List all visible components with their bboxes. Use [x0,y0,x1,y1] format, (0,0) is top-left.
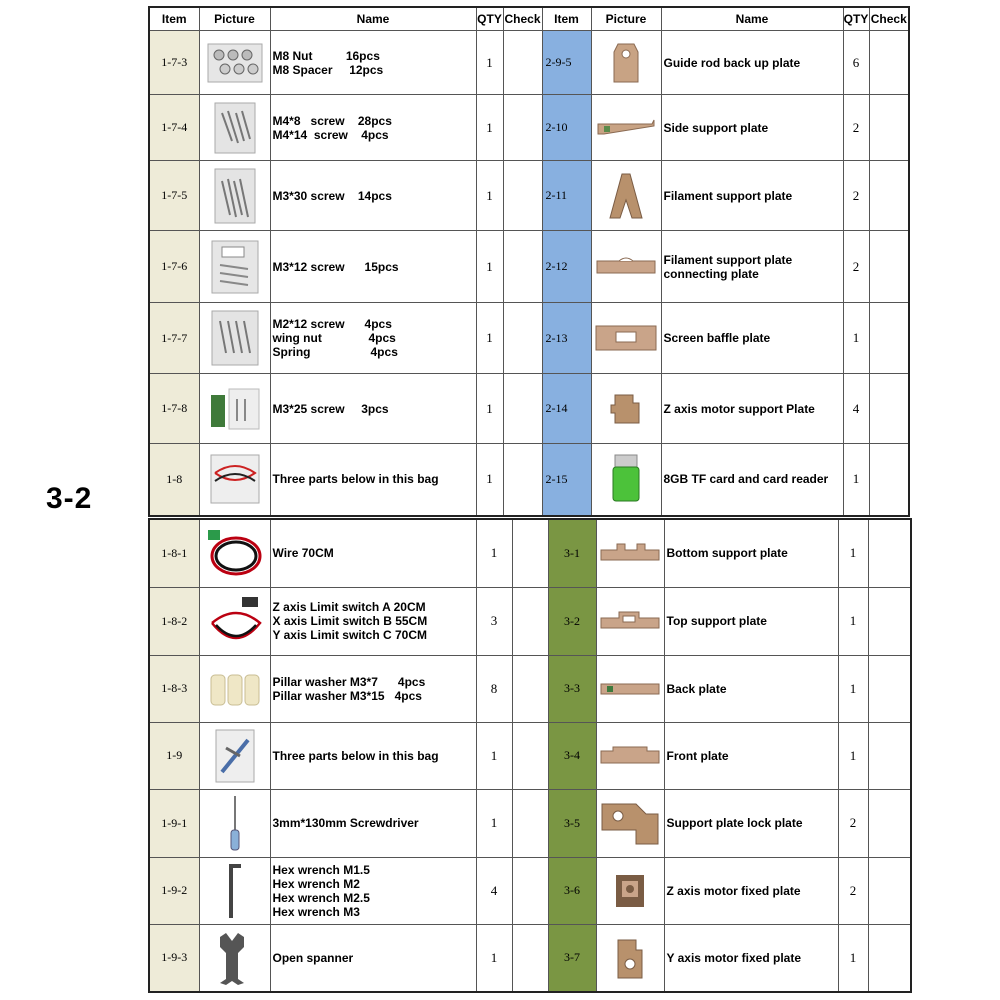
part-name-2: Side support plate [661,95,843,161]
tool-bag-icon [212,728,258,784]
item-number: 1-7-4 [149,95,199,161]
plate-picture [591,31,661,95]
side-support-plate-icon [596,118,656,138]
bottom-support-plate-icon [599,542,661,564]
part-name: M3*30 screw 14pcs [270,161,476,231]
check-cell-2[interactable] [868,857,911,924]
z-motor-support-plate-icon [609,389,643,429]
parts-bag-picture [199,303,270,374]
table-row [149,303,909,374]
pillar-washer-icon [207,669,263,709]
part-qty: 4 [476,857,512,924]
parts-picture [199,519,270,587]
table-row [149,519,911,587]
part-qty-2: 6 [843,31,869,95]
check-cell[interactable] [512,722,548,789]
part-qty-2: 4 [843,374,869,444]
screen-baffle-plate-icon [594,324,658,352]
table-row [149,444,909,516]
check-cell[interactable] [503,374,542,444]
wire-icon [204,526,266,580]
part-qty: 1 [476,303,503,374]
plate-picture [596,789,664,857]
header-qty-2: QTY [843,7,869,31]
plate-picture [596,722,664,789]
check-cell-2[interactable] [868,587,911,655]
plate-picture [591,95,661,161]
part-name: M3*25 screw 3pcs [270,374,476,444]
front-plate-icon [599,745,661,767]
part-qty-2: 2 [843,231,869,303]
y-motor-fixed-plate-icon [614,936,646,980]
table-row [149,924,911,992]
wire-bag-icon [207,453,263,505]
item-number: 1-8-1 [149,519,199,587]
part-name-2: Bottom support plate [664,519,838,587]
parts-bag-picture [199,95,270,161]
check-cell[interactable] [512,789,548,857]
screw-bag-icon [210,101,260,155]
plate-picture [596,587,664,655]
part-qty-2: 1 [838,519,868,587]
parts-picture [199,587,270,655]
header-check-2: Check [869,7,909,31]
part-name: Open spanner [270,924,476,992]
table-row [149,31,909,95]
check-cell-2[interactable] [869,231,909,303]
back-plate-icon [599,680,661,698]
check-cell-2[interactable] [869,303,909,374]
check-cell-2[interactable] [868,924,911,992]
part-qty: 1 [476,722,512,789]
parts-picture [199,722,270,789]
check-cell-2[interactable] [868,789,911,857]
part-name-2: Filament support plate [661,161,843,231]
screw-bag-icon [207,385,263,433]
table-row [149,95,909,161]
item-number-2: 2-10 [542,95,591,161]
header-item-2: Item [542,7,591,31]
part-name-2: Guide rod back up plate [661,31,843,95]
part-name-2: Z axis motor fixed plate [664,857,838,924]
check-cell-2[interactable] [868,519,911,587]
check-cell-2[interactable] [869,31,909,95]
item-number: 1-9 [149,722,199,789]
part-name-2: Filament support plate connecting plate [661,231,843,303]
part-name: M2*12 screw 4pcs wing nut 4pcs Spring 4pcs [270,303,476,374]
screwdriver-icon [225,794,245,852]
item-number: 1-8-2 [149,587,199,655]
header-name-2: Name [661,7,843,31]
parts-bag-picture [199,231,270,303]
part-name-2: Back plate [664,655,838,722]
part-qty: 3 [476,587,512,655]
header-check: Check [503,7,542,31]
part-qty: 1 [476,519,512,587]
part-qty-2: 1 [838,924,868,992]
part-qty-2: 1 [838,587,868,655]
plate-picture [591,374,661,444]
part-name-2: Front plate [664,722,838,789]
table-row [149,857,911,924]
screw-bag-icon [208,239,262,295]
part-name: M8 Nut 16pcs M8 Spacer 12pcs [270,31,476,95]
part-name-2: Screen baffle plate [661,303,843,374]
check-cell-2[interactable] [868,655,911,722]
part-qty-2: 1 [843,444,869,516]
parts-table-top [148,6,910,517]
table-row [149,722,911,789]
parts-picture [199,789,270,857]
part-name: Z axis Limit switch A 20CM X axis Limit switch B 55CM Y axis Limit switch C 70CM [270,587,476,655]
filament-connecting-plate-icon [595,257,657,277]
item-number-2: 2-13 [542,303,591,374]
item-number: 1-7-7 [149,303,199,374]
part-qty-2: 1 [838,722,868,789]
screw-bag-icon [208,309,262,367]
parts-table-bottom [148,518,912,993]
item-number: 1-7-6 [149,231,199,303]
check-cell[interactable] [512,655,548,722]
table-header-row [149,7,909,31]
parts-picture [199,924,270,992]
part-name: Pillar washer M3*7 4pcs Pillar washer M3*15 4pcs [270,655,476,722]
part-qty-2: 2 [838,789,868,857]
check-cell-2[interactable] [869,161,909,231]
item-number: 1-8-3 [149,655,199,722]
item-number-2: 2-12 [542,231,591,303]
item-number-2: 3-5 [548,789,596,857]
plate-picture [591,444,661,516]
check-cell[interactable] [512,924,548,992]
part-name: Hex wrench M1.5 Hex wrench M2 Hex wrench M2.5 Hex wrench M3 [270,857,476,924]
item-number: 1-7-3 [149,31,199,95]
item-number: 1-7-8 [149,374,199,444]
part-qty: 1 [476,95,503,161]
item-number-2: 2-11 [542,161,591,231]
part-qty: 8 [476,655,512,722]
check-cell-2[interactable] [869,444,909,516]
check-cell[interactable] [503,303,542,374]
table-row [149,231,909,303]
check-cell[interactable] [512,519,548,587]
header-item: Item [149,7,199,31]
item-number: 1-9-2 [149,857,199,924]
table-row [149,789,911,857]
item-number-2: 3-4 [548,722,596,789]
part-qty: 1 [476,924,512,992]
item-number: 1-7-5 [149,161,199,231]
header-name: Name [270,7,476,31]
check-cell-2[interactable] [868,722,911,789]
page-label: 3-2 [46,482,93,515]
part-name-2: 8GB TF card and card reader [661,444,843,516]
item-number-2: 3-2 [548,587,596,655]
parts-picture [199,857,270,924]
item-number: 1-9-3 [149,924,199,992]
nut-bag-icon [205,41,265,85]
item-number-2: 3-1 [548,519,596,587]
part-qty: 1 [476,789,512,857]
table-row [149,374,909,444]
lock-plate-icon [598,798,662,848]
parts-bag-picture [199,31,270,95]
part-qty: 1 [476,161,503,231]
part-qty-2: 1 [838,655,868,722]
open-spanner-icon [220,929,250,987]
part-qty: 1 [476,231,503,303]
filament-support-plate-icon [608,172,644,220]
part-name-2: Support plate lock plate [664,789,838,857]
table-row [149,161,909,231]
header-picture-2: Picture [591,7,661,31]
plate-picture [591,161,661,231]
header-qty: QTY [476,7,503,31]
check-cell[interactable] [503,231,542,303]
item-number-2: 2-14 [542,374,591,444]
check-cell[interactable] [512,587,548,655]
part-name-2: Top support plate [664,587,838,655]
parts-picture [199,655,270,722]
part-qty-2: 2 [843,95,869,161]
table-row [149,655,911,722]
part-name: M3*12 screw 15pcs [270,231,476,303]
item-number-2: 2-15 [542,444,591,516]
part-name: Three parts below in this bag [270,444,476,516]
part-qty-2: 2 [838,857,868,924]
part-qty: 1 [476,374,503,444]
plate-picture [596,924,664,992]
plate-picture [591,303,661,374]
part-qty: 1 [476,444,503,516]
check-cell[interactable] [512,857,548,924]
part-name: Wire 70CM [270,519,476,587]
table-row [149,587,911,655]
item-number-2: 2-9-5 [542,31,591,95]
item-number: 1-8 [149,444,199,516]
part-name: 3mm*130mm Screwdriver [270,789,476,857]
part-name: Three parts below in this bag [270,722,476,789]
parts-bag-picture [199,444,270,516]
item-number-2: 3-7 [548,924,596,992]
check-cell-2[interactable] [869,95,909,161]
plate-picture [596,655,664,722]
hex-wrench-icon [223,860,247,922]
part-name-2: Y axis motor fixed plate [664,924,838,992]
part-qty-2: 2 [843,161,869,231]
plate-picture [591,231,661,303]
part-name-2: Z axis motor support Plate [661,374,843,444]
guide-rod-plate-icon [606,40,646,86]
part-qty-2: 1 [843,303,869,374]
item-number: 1-9-1 [149,789,199,857]
limit-switch-icon [204,593,266,649]
part-name: M4*8 screw 28pcs M4*14 screw 4pcs [270,95,476,161]
header-picture: Picture [199,7,270,31]
item-number-2: 3-6 [548,857,596,924]
check-cell[interactable] [503,444,542,516]
top-support-plate-icon [599,610,661,632]
check-cell[interactable] [503,31,542,95]
z-motor-fixed-plate-icon [610,871,650,911]
part-qty: 1 [476,31,503,95]
check-cell[interactable] [503,95,542,161]
item-number-2: 3-3 [548,655,596,722]
plate-picture [596,857,664,924]
check-cell-2[interactable] [869,374,909,444]
screw-bag-icon [210,167,260,225]
tf-card-reader-icon [609,453,643,505]
parts-bag-picture [199,161,270,231]
parts-bag-picture [199,374,270,444]
plate-picture [596,519,664,587]
check-cell[interactable] [503,161,542,231]
